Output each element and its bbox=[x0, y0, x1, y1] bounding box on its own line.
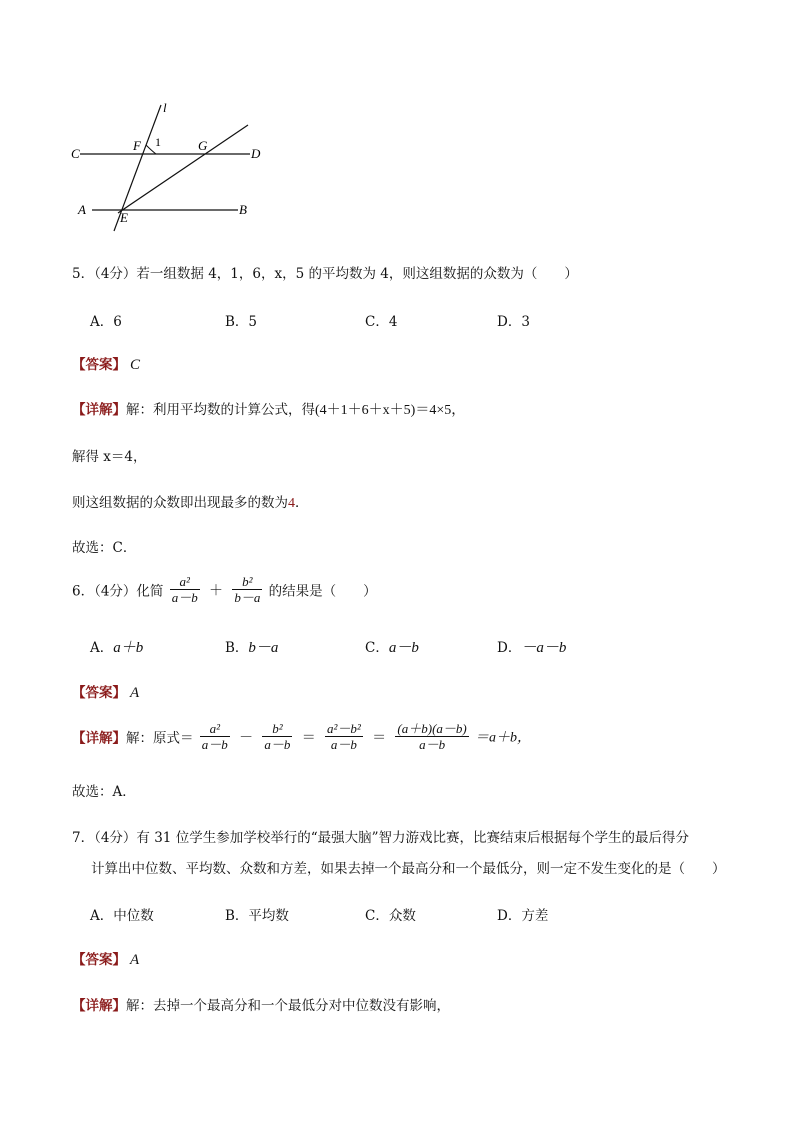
q5-answer bbox=[72, 353, 140, 374]
answer-tag: 【答案】 bbox=[72, 357, 126, 373]
label-f: F bbox=[133, 138, 141, 153]
equals-sign-2: ＝ bbox=[372, 730, 387, 746]
detail-frac-3: $\frac{\text{a²－b²}}{a-b}$ bbox=[327, 721, 361, 752]
detail-tag: 【详解】 bbox=[72, 402, 126, 418]
detail-text: 解：去掉一个最高分和一个最低分对中位数没有影响， bbox=[126, 998, 450, 1014]
q7-answer bbox=[72, 948, 139, 969]
answer-tag: 【答案】 bbox=[72, 685, 126, 701]
stem-frac-1: $\frac{\text{a²}}{a-b}$ bbox=[171, 574, 198, 605]
q5-detail-1 bbox=[72, 398, 465, 419]
q7-option-d: D．方差 bbox=[497, 908, 549, 924]
detail-result: ＝a＋b， bbox=[475, 730, 532, 746]
q5-option-b: B．5 bbox=[225, 314, 258, 330]
q6-stem bbox=[72, 574, 377, 605]
q5-choose: 故选：C． bbox=[72, 540, 137, 556]
minus-sign: － bbox=[239, 730, 254, 746]
label-g: G bbox=[198, 138, 208, 153]
q6-option-b: B．b－a bbox=[225, 640, 279, 656]
detail-frac-1: $\frac{\text{a²}}{a-b}$ bbox=[201, 721, 228, 752]
label-b: B bbox=[239, 202, 247, 217]
detail-text: 则这组数据的众数即出现最多的数为 bbox=[72, 495, 288, 511]
q5-option-d: D．3 bbox=[497, 314, 530, 330]
label-a: A bbox=[78, 202, 86, 217]
detail-frac-4: $\frac{(a+b)(a-b)}{a-b}$ bbox=[397, 721, 467, 752]
detail-text: 解：利用平均数的计算公式，得 bbox=[126, 402, 315, 418]
detail-value: 4 bbox=[288, 496, 295, 511]
geometry-figure bbox=[60, 95, 280, 240]
q6-detail bbox=[72, 721, 531, 752]
q6-answer bbox=[72, 681, 139, 702]
stem-post: 的结果是（ ） bbox=[268, 583, 377, 600]
label-c: C bbox=[71, 146, 80, 161]
answer-tag: 【答案】 bbox=[72, 952, 126, 968]
q7-stem-line-1: 7．（4分）有 31 位学生参加学校举行的“最强大脑”智力游戏比赛，比赛结束后根据每个学生的最后得分 bbox=[72, 830, 689, 846]
q6-choose: 故选：A． bbox=[72, 784, 136, 800]
q5-detail-2: 解得 x＝4， bbox=[72, 449, 147, 465]
q7-option-a: A．中位数 bbox=[90, 908, 154, 924]
q7-detail bbox=[72, 994, 450, 1014]
detail-math: (4＋1＋6＋x＋5)＝4×5， bbox=[315, 403, 466, 418]
answer-value: C bbox=[130, 357, 141, 373]
q6-option-d: D．－a－b bbox=[497, 640, 567, 656]
q7-option-b: B．平均数 bbox=[225, 908, 289, 924]
q5-detail-3 bbox=[72, 491, 309, 512]
answer-value: A bbox=[130, 952, 140, 968]
equals-sign: ＝ bbox=[301, 730, 316, 746]
q7-option-c: C．众数 bbox=[365, 908, 416, 924]
stem-frac-2: $\frac{\text{b²}}{b-a}$ bbox=[234, 574, 261, 605]
label-d: D bbox=[251, 146, 261, 161]
q5-option-a: A．6 bbox=[90, 314, 122, 330]
label-l: l bbox=[163, 100, 167, 115]
label-angle-1: 1 bbox=[155, 135, 161, 149]
q5-option-c: C．4 bbox=[365, 314, 398, 330]
q6-option-c: C．a－b bbox=[365, 640, 419, 656]
detail-frac-2: $\frac{\text{b²}}{a-b}$ bbox=[264, 721, 291, 752]
q6-option-a: A．a＋b bbox=[90, 640, 144, 656]
answer-value: A bbox=[130, 685, 140, 701]
stem-pre: 6．（4分）化简 bbox=[72, 583, 164, 600]
q5-stem: 5．（4分）若一组数据 4，1，6，x，5 的平均数为 4，则这组数据的众数为（ ） bbox=[72, 266, 578, 282]
detail-pre: 解：原式＝ bbox=[126, 730, 194, 747]
detail-tag: 【详解】 bbox=[72, 730, 126, 747]
plus-sign: ＋ bbox=[209, 583, 224, 599]
detail-end: ． bbox=[295, 495, 309, 511]
detail-tag: 【详解】 bbox=[72, 998, 126, 1014]
label-e: E bbox=[120, 210, 128, 225]
q7-stem-line-2: 计算出中位数、平均数、众数和方差，如果去掉一个最高分和一个最低分，则一定不发生变化的是（ ） bbox=[91, 861, 726, 877]
